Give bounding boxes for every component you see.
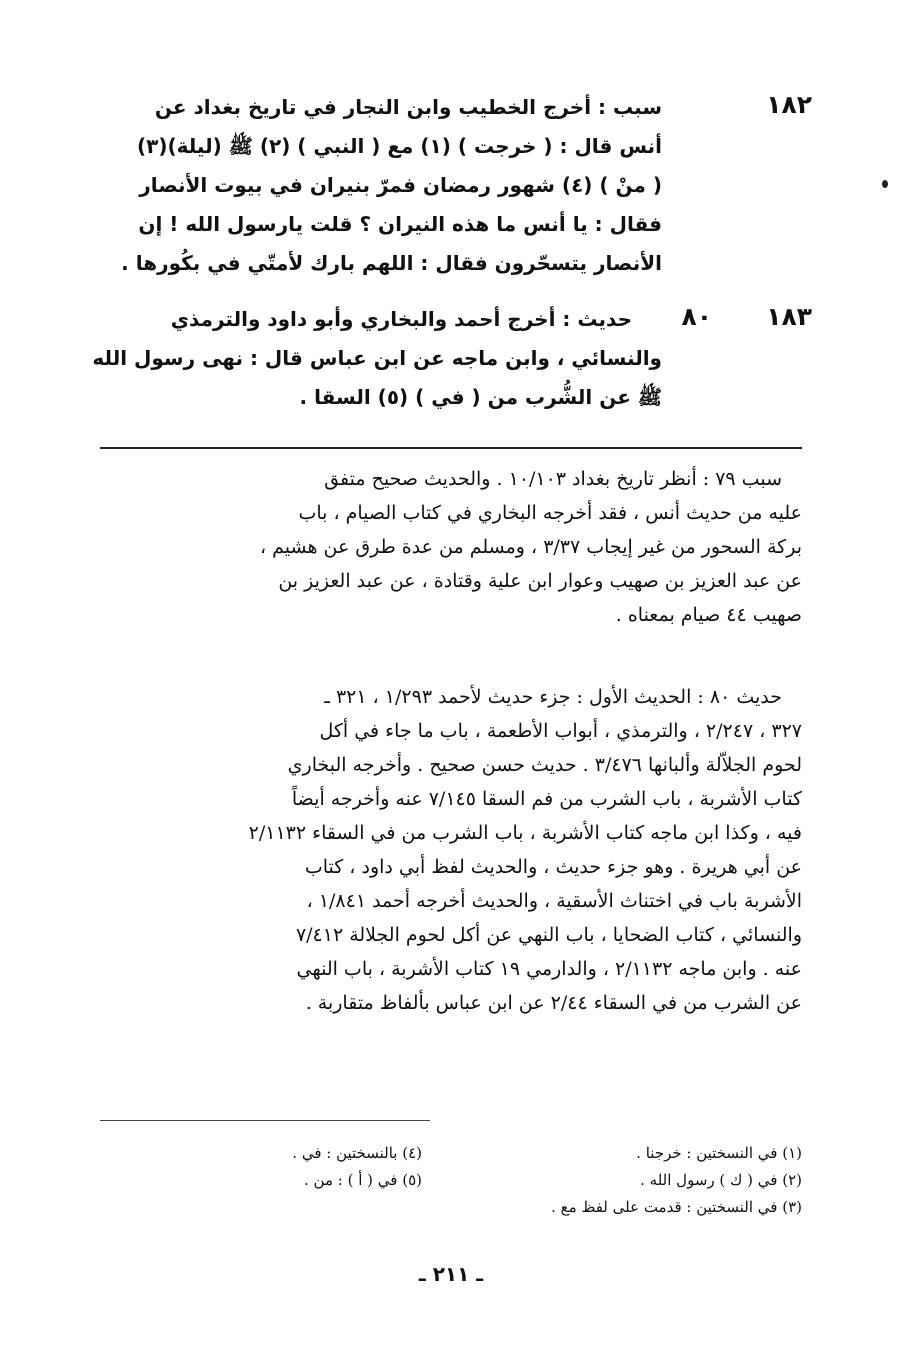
footnotes-column-left: [222, 1140, 422, 1194]
entry-text: [92, 88, 662, 283]
commentary-line: بركة السحور من غير إيجاب ٣/٣٧ ، ومسلم من عدة طرق عن هشيم ،: [259, 536, 802, 558]
entry-line: سبب : أخرج الخطيب وابن النجار في تاريخ بغداد عن: [154, 95, 662, 119]
footnote: (١) في النسختين : خرجنا .: [636, 1144, 802, 1162]
footnotes-column-right: [502, 1140, 802, 1221]
footnote: (٤) بالنسختين : في .: [292, 1144, 422, 1162]
footnote: (٢) في ( ك ) رسول الله .: [640, 1171, 802, 1189]
footnote: (٥) في ( أ ) : من .: [304, 1171, 422, 1189]
entry-line: والنسائي ، وابن ماجه عن ابن عباس قال : نهى رسول الله: [92, 346, 662, 370]
entry-line: أنس قال : ( خرجت ) (١) مع ( النبي ) (٢) ﷺ (ليلة)(٣): [136, 134, 662, 158]
entry-182: [92, 88, 812, 288]
entry-line: الأنصار يتسحّرون فقال : اللهم بارك لأمتّي في بكُورها .: [121, 251, 662, 275]
commentary-line: الأشربة باب في اختناث الأسقية ، والحديث أخرجه أحمد ١/٨٤١ ،: [306, 890, 802, 912]
commentary-line: سبب ٧٩ : أنظر تاريخ بغداد ١٠/١٠٣ . والحديث صحيح متفق: [324, 468, 782, 490]
commentary-line: صهيب ٤٤ صيام بمعناه .: [615, 604, 802, 626]
entry-line: ( منْ ) (٤) شهور رمضان فمرّ بنيران في بيوت الأنصار: [139, 173, 662, 197]
commentary-line: عليه من حديث أنس ، فقد أخرجه البخاري في كتاب الصيام ، باب: [298, 502, 802, 524]
commentary-paragraph: [100, 462, 802, 632]
footnote-divider: [100, 1120, 430, 1121]
commentary-line: عن الشرب من في السقاء ٢/٤٤ عن ابن عباس بألفاظ متقاربة .: [305, 992, 802, 1014]
entry-number: ١٨٢: [766, 90, 812, 119]
commentary-line: والنسائي ، كتاب الضحايا ، باب النهي عن أكل لحوم الجلالة ٧/٤١٢: [295, 924, 802, 946]
entry-183: [92, 300, 812, 425]
commentary-line: كتاب الأشربة ، باب الشرب من فم السقا ٧/١٤٥ عنه وأخرجه أيضاً: [291, 788, 802, 810]
margin-mark: [882, 180, 888, 188]
commentary-line: ٣٢٧ ، ٢/٢٤٧ ، والترمذي ، أبواب الأطعمة ، باب ما جاء في أكل: [319, 720, 802, 742]
entry-line: فقال : يا أنس ما هذه النيران ؟ قلت يارسول الله ! إن: [138, 212, 662, 236]
entry-line: حديث : أخرج أحمد والبخاري وأبو داود والترمذي: [170, 307, 632, 331]
footnotes: [100, 1140, 802, 1230]
section-divider: [100, 447, 802, 449]
commentary-line: فيه ، وكذا ابن ماجه كتاب الأشربة ، باب الشرب من في السقاء ٢/١١٣٢: [248, 822, 802, 844]
entry-reference-number: ٨٠: [681, 302, 712, 331]
commentary-line: عن أبي هريرة . وهو جزء حديث ، والحديث لفظ أبي داود ، كتاب: [304, 856, 802, 878]
commentary-paragraph: [100, 680, 802, 1020]
footnote: (٣) في النسختين : قدمت على لفظ مع .: [551, 1198, 802, 1216]
commentary-line: حديث ٨٠ : الحديث الأول : جزء حديث لأحمد ١/٢٩٣ ، ٣٢١ ـ: [324, 686, 782, 708]
entry-text: [92, 300, 662, 417]
commentary-line: لحوم الجلاّلة وألبانها ٣/٤٧٦ . حديث حسن صحيح . وأخرجه البخاري: [287, 754, 802, 776]
commentary-line: عن عبد العزيز بن صهيب وعوار ابن علية وقتادة ، عن عبد العزيز بن: [278, 570, 802, 592]
entry-number: ١٨٣: [766, 302, 812, 331]
page-number: ـ ٢١١ ـ: [418, 1262, 484, 1286]
commentary-line: عنه . وابن ماجه ٢/١١٣٢ ، والدارمي ١٩ كتاب الأشربة ، باب النهي: [296, 958, 802, 980]
entry-line: ﷺ عن الشُّرب من ( في ) (٥) السقا .: [299, 385, 662, 409]
